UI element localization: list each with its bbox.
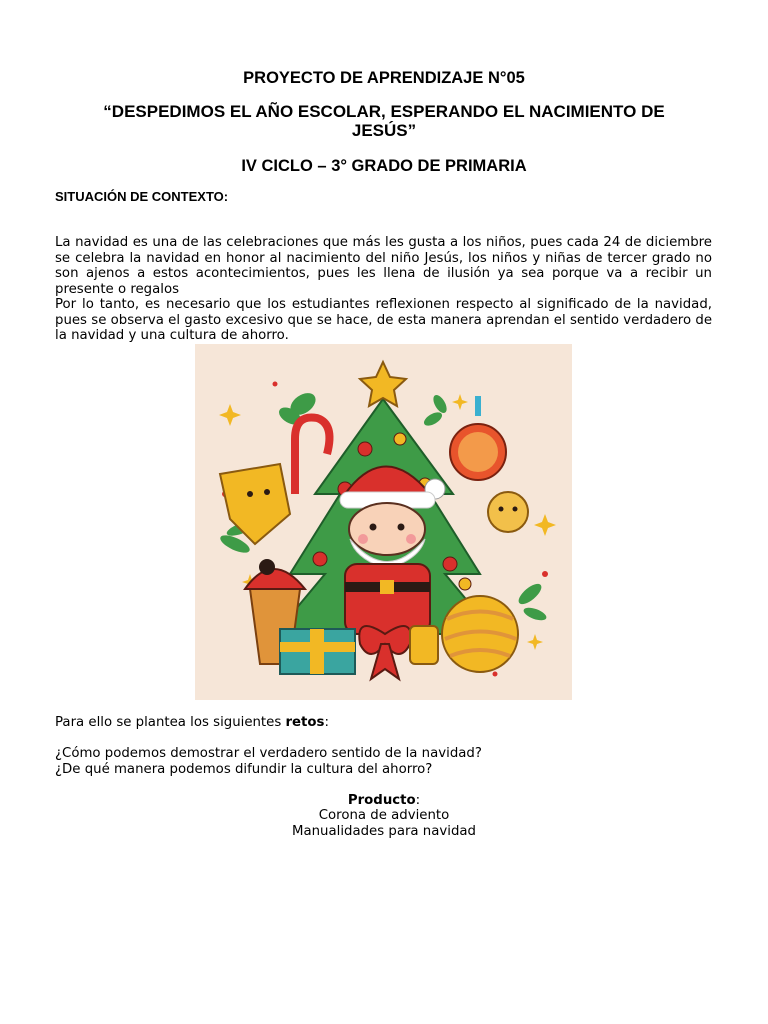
- retos-intro-text: Para ello se plantea los siguientes: [55, 715, 286, 730]
- retos-keyword: retos: [285, 715, 325, 730]
- producto-item: Manualidades para navidad: [292, 824, 476, 839]
- christmas-illustration-art: [195, 344, 572, 700]
- grade-heading: IV CICLO – 3° GRADO DE PRIMARIA: [241, 157, 527, 175]
- producto-label: [0, 793, 768, 809]
- context-label: SITUACIÓN DE CONTEXTO:: [55, 189, 229, 204]
- context-paragraph-1: La navidad es una de las celebraciones que más les gusta a los niños, pues cada 24 de diciembre se celebra la navidad en honor al nacimiento del niño Jesús, los niños y niñas de tercer grado no son ajenos a estos acontecimientos, pues les llena de ilusión ya sea porque va a recibir un presente o regalos: [55, 235, 712, 298]
- project-title: “DESPEDIMOS EL AÑO ESCOLAR, ESPERANDO EL NACIMIENTO DE JESÚS”: [103, 102, 665, 140]
- christmas-illustration: [195, 344, 572, 700]
- reto-question: ¿De qué manera podemos difundir la cultura del ahorro?: [55, 762, 433, 777]
- project-heading: PROYECTO DE APRENDIZAJE N°05: [243, 69, 525, 87]
- context-paragraph-2: Por lo tanto, es necesario que los estudiantes reflexionen respecto al significado de la navidad, pues se observa el gasto excesivo que se hace, de esta manera aprendan el sentido verdadero de la navidad y una cultura de ahorro.: [55, 297, 712, 344]
- producto-label-text: Producto: [347, 793, 416, 808]
- retos-suffix: :: [324, 715, 329, 730]
- retos-intro: [55, 715, 329, 731]
- producto-item: Corona de adviento: [318, 808, 450, 823]
- producto-suffix: :: [415, 793, 421, 808]
- reto-question: ¿Cómo podemos demostrar el verdadero sentido de la navidad?: [55, 746, 482, 761]
